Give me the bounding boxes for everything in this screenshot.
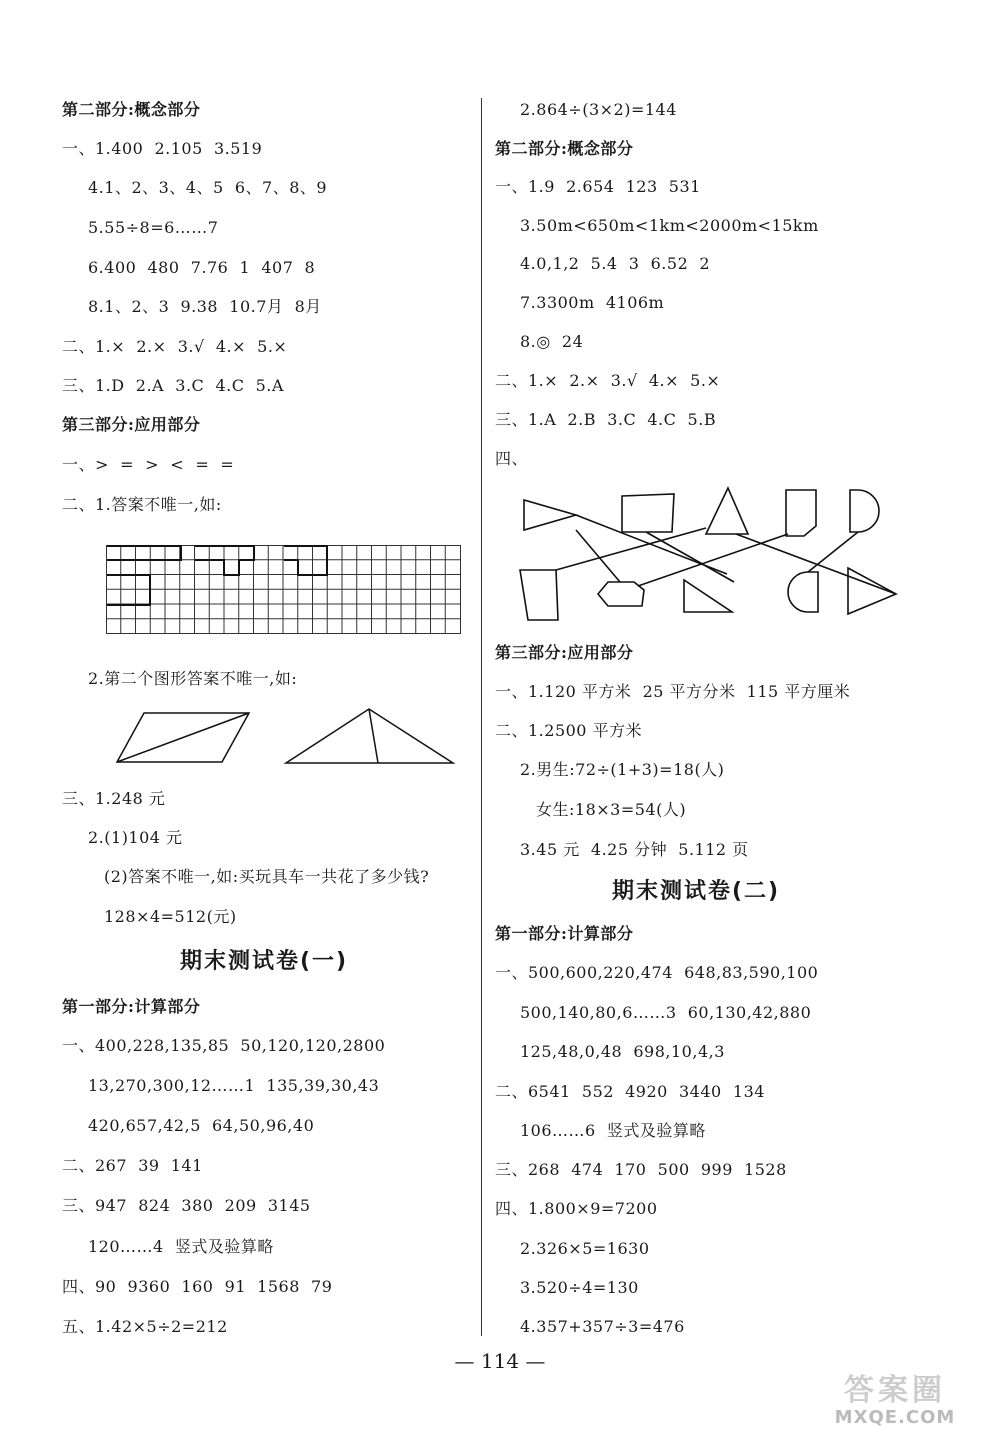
answer-line: 三、268 474 170 500 999 1528: [495, 1160, 787, 1179]
section-heading: 第一部分:计算部分: [495, 924, 634, 943]
answer-line: 4.1、2、3、4、5 6、7、8、9: [88, 178, 328, 197]
answer-line: 二、6541 552 4920 3440 134: [495, 1082, 765, 1101]
answer-line: 二、1.2500 平方米: [495, 721, 643, 740]
answer-line: 四、90 9360 160 91 1568 79: [62, 1277, 333, 1296]
answer-line: 7.3300m 4106m: [520, 293, 665, 312]
answer-line: 8.◎ 24: [520, 332, 584, 351]
answer-line: (2)答案不唯一,如:买玩具车一共花了多少钱?: [104, 867, 430, 886]
answer-line: 125,48,0,48 698,10,4,3: [520, 1042, 725, 1061]
section-heading: 第二部分:概念部分: [495, 139, 634, 158]
answer-line: 一、1.400 2.105 3.519: [62, 139, 263, 158]
answer-line: 三、1.A 2.B 3.C 4.C 5.B: [495, 410, 717, 429]
answer-line: 3.520÷4=130: [520, 1278, 639, 1297]
watermark-top: 答案圈: [844, 1373, 946, 1408]
answer-line: 500,140,80,6……3 60,130,42,880: [520, 1003, 812, 1022]
answer-line: 二、267 39 141: [62, 1156, 203, 1175]
answer-line: 一、1.9 2.654 123 531: [495, 177, 701, 196]
answer-line: 8.1、2、3 9.38 10.7月 8月: [88, 297, 322, 316]
section-heading: 第二部分:概念部分: [62, 100, 201, 119]
grid-figure: [106, 545, 462, 635]
column-divider: [481, 98, 482, 1336]
answer-line: 女生:18×3=54(人): [536, 800, 687, 819]
answer-line: 三、1.248 元: [62, 789, 166, 808]
answer-line: 二、1.× 2.× 3.√ 4.× 5.×: [62, 337, 288, 356]
answer-line: 420,657,42,5 64,50,96,40: [88, 1116, 315, 1135]
answer-line: 二、1.× 2.× 3.√ 4.× 5.×: [495, 371, 721, 390]
section-heading: 第一部分:计算部分: [62, 997, 201, 1016]
triangle-figure: [285, 708, 455, 765]
answer-line: 四、: [495, 449, 529, 468]
answer-line: 4.0,1,2 5.4 3 6.52 2: [520, 254, 711, 273]
section-heading: 第三部分:应用部分: [62, 415, 201, 434]
parallelogram-figure: [116, 712, 251, 764]
answer-line: 三、1.D 2.A 3.C 4.C 5.A: [62, 376, 284, 395]
answer-line: 四、1.800×9=7200: [495, 1199, 658, 1218]
watermark-bottom: MXQE.COM: [834, 1407, 956, 1428]
answer-line: 128×4=512(元): [104, 907, 237, 926]
answer-line: 2.第二个图形答案不唯一,如:: [88, 669, 298, 688]
watermark-logo: [820, 1374, 970, 1434]
answer-line: 2.864÷(3×2)=144: [520, 100, 677, 119]
page-number: — 114 —: [454, 1349, 546, 1373]
answer-line: 二、1.答案不唯一,如:: [62, 495, 222, 514]
answer-line: 5.55÷8=6……7: [88, 218, 219, 237]
answer-line: 3.50m<650m<1km<2000m<15km: [520, 216, 819, 235]
answer-line: 2.男生:72÷(1+3)=18(人): [520, 760, 725, 779]
answer-line: 一、400,228,135,85 50,120,120,2800: [62, 1036, 386, 1055]
answer-line: 3.45 元 4.25 分钟 5.112 页: [520, 840, 749, 859]
answer-line: 三、947 824 380 209 3145: [62, 1196, 311, 1215]
answer-line: 一、500,600,220,474 648,83,590,100: [495, 963, 819, 982]
answer-line: 120……4 竖式及验算略: [88, 1237, 274, 1256]
answer-line: 五、1.42×5÷2=212: [62, 1317, 228, 1336]
answer-line: 一、> = > < = =: [62, 455, 235, 474]
answer-line: 106……6 竖式及验算略: [520, 1121, 706, 1140]
answer-line: 2.(1)104 元: [88, 828, 183, 847]
answer-line: 13,270,300,12……1 135,39,30,43: [88, 1076, 380, 1095]
answer-line: 一、1.120 平方米 25 平方分米 115 平方厘米: [495, 682, 851, 701]
test-title: 期末测试卷(一): [180, 949, 349, 974]
answer-line: 4.357+357÷3=476: [520, 1317, 685, 1336]
section-heading: 第三部分:应用部分: [495, 643, 634, 662]
shape-matching-figure: [518, 486, 898, 621]
answer-line: 2.326×5=1630: [520, 1239, 650, 1258]
answer-line: 6.400 480 7.76 1 407 8: [88, 258, 316, 277]
test-title: 期末测试卷(二): [612, 879, 781, 904]
